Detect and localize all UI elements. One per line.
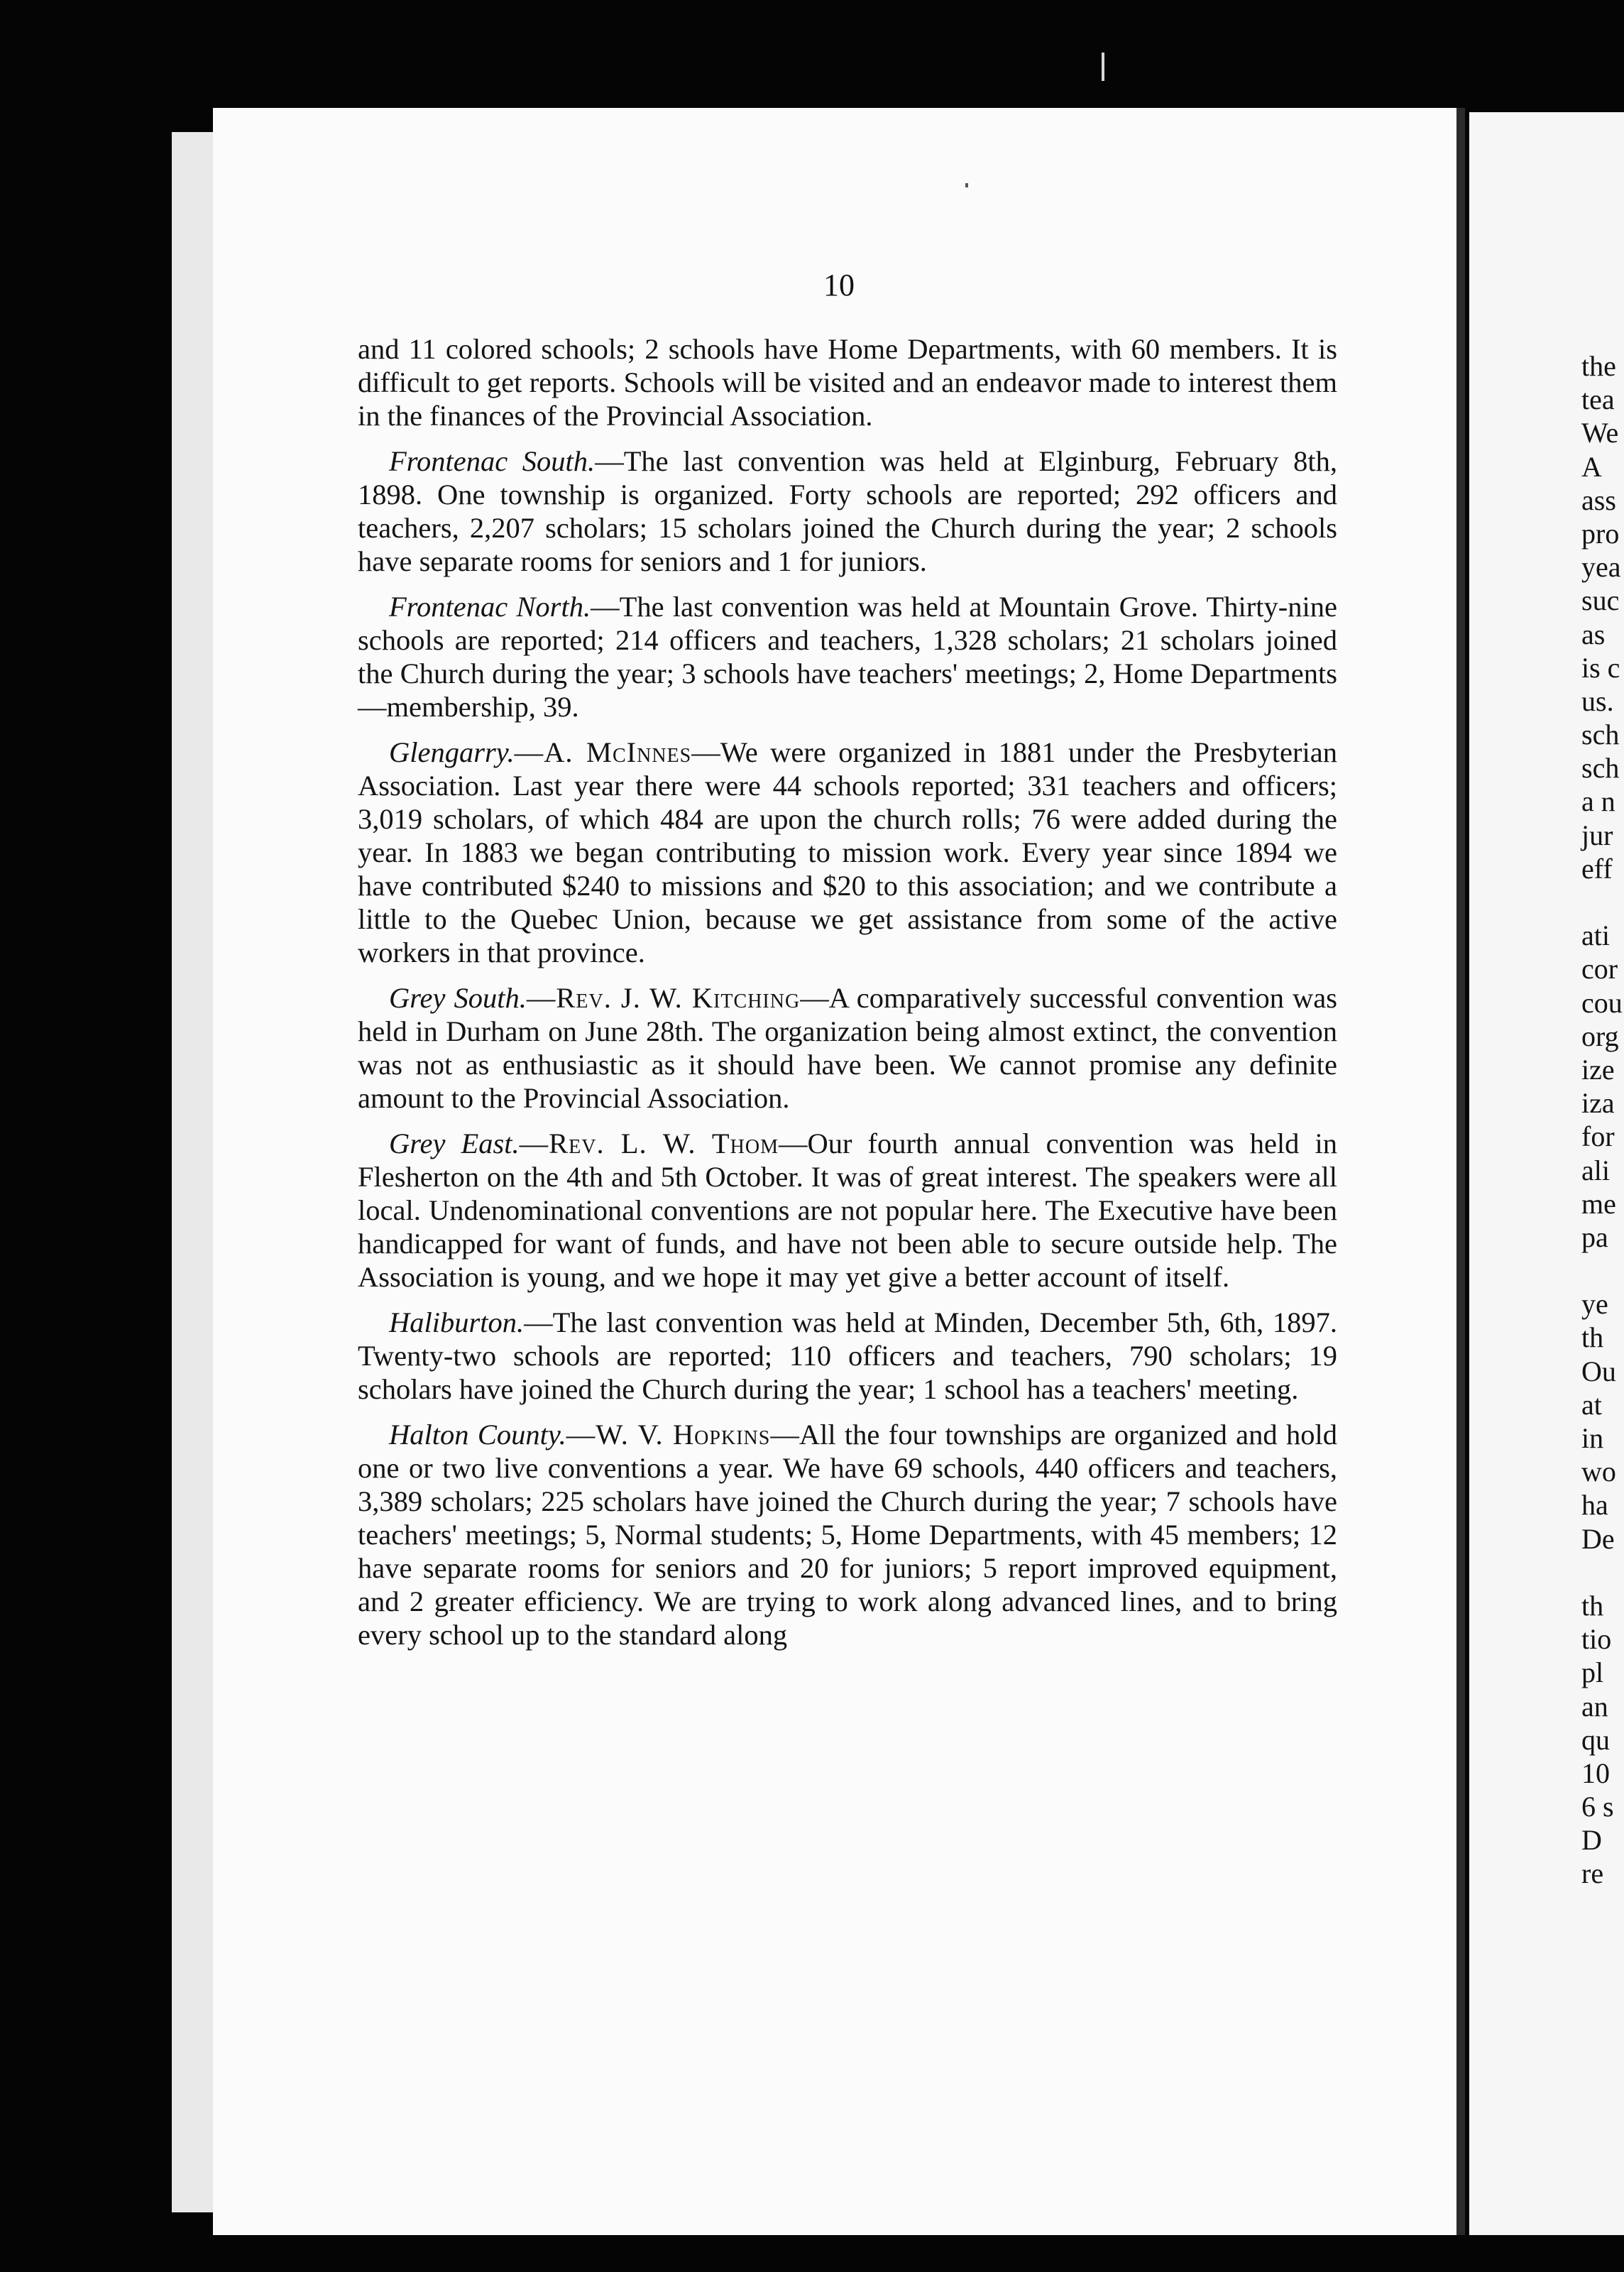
adjacent-line-fragment <box>1581 885 1624 919</box>
adjacent-line-fragment: as <box>1581 618 1606 650</box>
paragraph-text: —Our fourth annual convention was held in Flesherton on the 4th and 5th October. It was of great interest. The speakers were all local. Undenominational conventions are not popular here. The Executive have been handicapped for want of funds, and have not been able to secure outside help. The Association is young, and we hope it may yet give a better account of itself. <box>358 1127 1337 1293</box>
adjacent-line-fragment: 6 s <box>1581 1791 1614 1823</box>
adjacent-line-fragment: th <box>1581 1589 1604 1622</box>
place-heading: Halton County. <box>389 1419 566 1451</box>
place-heading: Glengarry. <box>389 736 515 768</box>
adjacent-line-fragment: Ou <box>1581 1355 1616 1387</box>
page-number: 10 <box>823 268 855 302</box>
paragraph-text: —A comparatively successful convention was held in Durham on June 28th. The organization being almost extinct, the convention was not as enthusiastic as it should have been. We cannot promise any definite amount to the Provincial Association. <box>358 982 1337 1114</box>
paragraph-text: —All the four townships are organized and hold one or two live conventions a year. We have 69 schools, 440 officers and teachers, 3,389 scholars; 225 scholars have joined the Church during the year; 7 schools have teachers' meetings; 5, Normal students; 5, Home Departments, with 45 members; 12 have separate rooms for seniors and 20 for juniors; 5 report improved equipment, and 2 greater efficiency. We are trying to work along advanced lines, and to bring every school up to the standard along <box>358 1419 1337 1651</box>
adjacent-line-fragment: A <box>1581 450 1602 483</box>
scan-speck <box>965 183 968 187</box>
scan-speck <box>1102 53 1104 81</box>
adjacent-line-fragment <box>1581 1556 1624 1589</box>
adjacent-line-fragment: tio <box>1581 1623 1612 1656</box>
adjacent-line-fragment: jur <box>1581 819 1613 851</box>
adjacent-line-fragment: tea <box>1581 383 1615 416</box>
paragraph <box>358 332 1337 432</box>
speaker-name: —Rev. J. W. Kitching <box>526 982 801 1014</box>
adjacent-line-fragment <box>1581 1254 1624 1287</box>
adjacent-line-fragment: re <box>1581 1857 1604 1890</box>
adjacent-line-fragment: ass <box>1581 484 1616 516</box>
paragraph-text: and 11 colored schools; 2 schools have Home Departments, with 60 members. It is difficult to get reports. Schools will be visited and an endeavor made to interest them in the finances of the Provincial Association. <box>358 333 1337 432</box>
adjacent-line-fragment: at <box>1581 1388 1602 1421</box>
page-body <box>358 332 1337 1664</box>
speaker-name: —Rev. L. W. Thom <box>519 1127 779 1159</box>
speaker-name: —W. V. Hopkins <box>566 1419 771 1451</box>
adjacent-line-fragment: for <box>1581 1120 1615 1153</box>
adjacent-line-fragment: qu <box>1581 1723 1610 1756</box>
adjacent-line-fragment: cou <box>1581 986 1623 1019</box>
adjacent-line-fragment: ati <box>1581 919 1610 952</box>
adjacent-line-fragment: org <box>1581 1020 1619 1052</box>
adjacent-line-fragment: ize <box>1581 1053 1615 1086</box>
paragraph <box>358 736 1337 969</box>
adjacent-line-fragment: us. <box>1581 684 1614 717</box>
place-heading: Grey South. <box>389 982 527 1014</box>
adjacent-line-fragment: a n <box>1581 785 1615 818</box>
paragraph-text: —We were organized in 1881 under the Presbyterian Association. Last year there were 44 schools reported; 331 teachers and officers; 3,019 scholars, of which 484 are upon the church rolls; 76 were added during the year. In 1883 we began contributing to mission work. Every year since 1894 we have contributed $240 to missions and $20 to this association; and we contribute a little to the Quebec Union, because we get assistance from some of the active workers in that province. <box>358 736 1337 968</box>
paragraph-text: —The last convention was held at Elginburg, February 8th, 1898. One township is organized. Forty schools are reported; 292 officers and teachers, 2,207 scholars; 15 scholars joined the Church during the year; 2 schools have separate rooms for seniors and 1 for juniors. <box>358 445 1338 577</box>
adjacent-line-fragment: pro <box>1581 517 1620 550</box>
paragraph <box>358 1306 1337 1406</box>
place-heading: Frontenac South. <box>389 445 596 477</box>
adjacent-line-fragment: sch <box>1581 752 1620 785</box>
adjacent-line-fragment: D <box>1581 1824 1602 1857</box>
adjacent-line-fragment: We <box>1581 417 1619 449</box>
adjacent-page-text <box>1581 349 1624 1891</box>
paragraph <box>358 1418 1337 1651</box>
adjacent-line-fragment: De <box>1581 1522 1615 1555</box>
adjacent-line-fragment: ha <box>1581 1489 1608 1522</box>
adjacent-line-fragment: the <box>1581 350 1616 382</box>
adjacent-line-fragment: is c <box>1581 651 1620 684</box>
adjacent-line-fragment: yea <box>1581 551 1621 584</box>
adjacent-line-fragment: 10 <box>1581 1757 1610 1789</box>
adjacent-line-fragment: pl <box>1581 1656 1604 1689</box>
adjacent-line-fragment: cor <box>1581 953 1618 985</box>
adjacent-line-fragment: an <box>1581 1690 1608 1722</box>
paragraph <box>358 1127 1337 1294</box>
adjacent-line-fragment: sch <box>1581 719 1620 751</box>
adjacent-line-fragment: wo <box>1581 1456 1616 1488</box>
adjacent-line-fragment: pa <box>1581 1220 1608 1253</box>
adjacent-line-fragment: me <box>1581 1187 1616 1220</box>
paragraph-text: —The last convention was held at Minden, December 5th, 6th, 1897. Twenty-two schools are reported; 110 officers and teachers, 790 scholars; 19 scholars have joined the Church during the year; 1 school has a teachers' meeting. <box>358 1306 1337 1405</box>
back-page-edge <box>172 132 217 2212</box>
place-heading: Frontenac North. <box>389 591 591 623</box>
adjacent-line-fragment: th <box>1581 1321 1604 1354</box>
paragraph <box>358 981 1337 1115</box>
speaker-name: —A. McInnes <box>514 736 692 768</box>
paragraph <box>358 444 1337 578</box>
paragraph-text: —The last convention was held at Mountain Grove. Thirty-nine schools are reported; 214 officers and teachers, 1,328 scholars; 21 scholars joined the Church during the year; 3 schools have teachers' meetings; 2, Home Departments—membership, 39. <box>358 591 1337 723</box>
page-gutter <box>1456 108 1465 2235</box>
adjacent-line-fragment: ali <box>1581 1154 1610 1186</box>
adjacent-line-fragment: in <box>1581 1422 1604 1454</box>
adjacent-line-fragment: ye <box>1581 1288 1608 1321</box>
paragraph <box>358 590 1337 723</box>
adjacent-line-fragment: eff <box>1581 852 1613 885</box>
place-heading: Haliburton. <box>389 1306 525 1338</box>
adjacent-line-fragment: suc <box>1581 584 1620 617</box>
adjacent-line-fragment: iza <box>1581 1087 1615 1120</box>
place-heading: Grey East. <box>389 1127 520 1159</box>
